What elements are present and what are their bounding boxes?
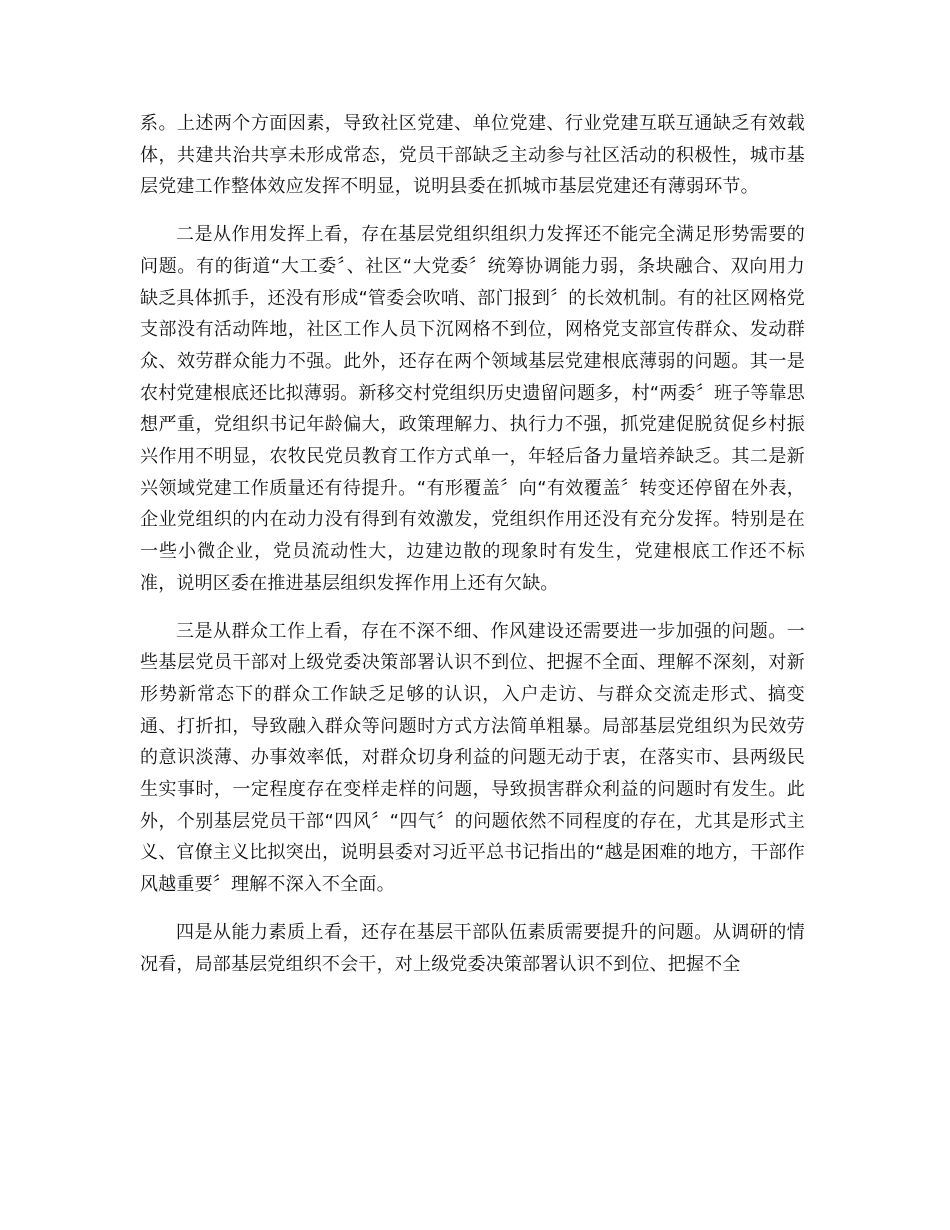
paragraph-capability: 四是从能力素质上看，还存在基层干部队伍素质需要提升的问题。从调研的情况看，局部基层党组织不会干，对上级党委决策部署认识不到位、把握不全: [140, 921, 805, 975]
paragraph-continuation: 系。上述两个方面因素，导致社区党建、单位党建、行业党建互联互通缺乏有效载体，共建共治共享未形成常态，党员干部缺乏主动参与社区活动的积极性，城市基层党建工作整体效应发挥不明显，说明县委在抓城市基层党建还有薄弱环节。: [140, 113, 805, 198]
paragraph-role-performance: 二是从作用发挥上看，存在基层党组织组织力发挥还不能完全满足形势需要的问题。有的街道“大工委〞、社区“大党委〞统筹协调能力弱，条块融合、双向用力缺乏具体抓手，还没有形成“管委会吹哨、部门报到〞的长效机制。有的社区网格党支部没有活动阵地，社区工作人员下沉网格不到位，网格党支部宣传群众、发动群众、效劳群众能力不强。此外，还存在两个领域基层党建根底薄弱的问题。其一是农村党建根底还比拟薄弱。新移交村党组织历史遗留问题多，村“两委〞班子等靠思想严重，党组织书记年龄偏大，政策理解力、执行力不强，抓党建促脱贫促乡村振兴作用不明显，农牧民党员教育工作方式单一，年轻后备力量培养缺乏。其二是新兴领域党建工作质量还有待提升。“有形覆盖〞向“有效覆盖〞转变还停留在外表，企业党组织的内在动力没有得到有效激发，党组织作用还没有充分发挥。特别是在一些小微企业，党员流动性大，边建边散的现象时有发生，党建根底工作还不标准，说明区委在推进基层组织发挥作用上还有欠缺。: [140, 224, 805, 594]
paragraph-mass-work: 三是从群众工作上看，存在不深不细、作风建设还需要进一步加强的问题。一些基层党员干部对上级党委决策部署认识不到位、把握不全面、理解不深刻，对新形势新常态下的群众工作缺乏足够的认识，入户走访、与群众交流走形式、搞变通、打折扣，导致融入群众等问题时方式方法简单粗暴。局部基层党组织为民效劳的意识淡薄、办事效率低，对群众切身利益的问题无动于衷，在落实市、县两级民生实事时，一定程度存在变样走样的问题，导致损害群众利益的问题时有发生。此外，个别基层党员干部“四风〞“四气〞的问题依然不同程度的存在，尤其是形式主义、官僚主义比拟突出，说明县委对习近平总书记指出的“越是困难的地方，干部作风越重要〞理解不深入不全面。: [140, 620, 805, 896]
document-body: [140, 108, 805, 996]
